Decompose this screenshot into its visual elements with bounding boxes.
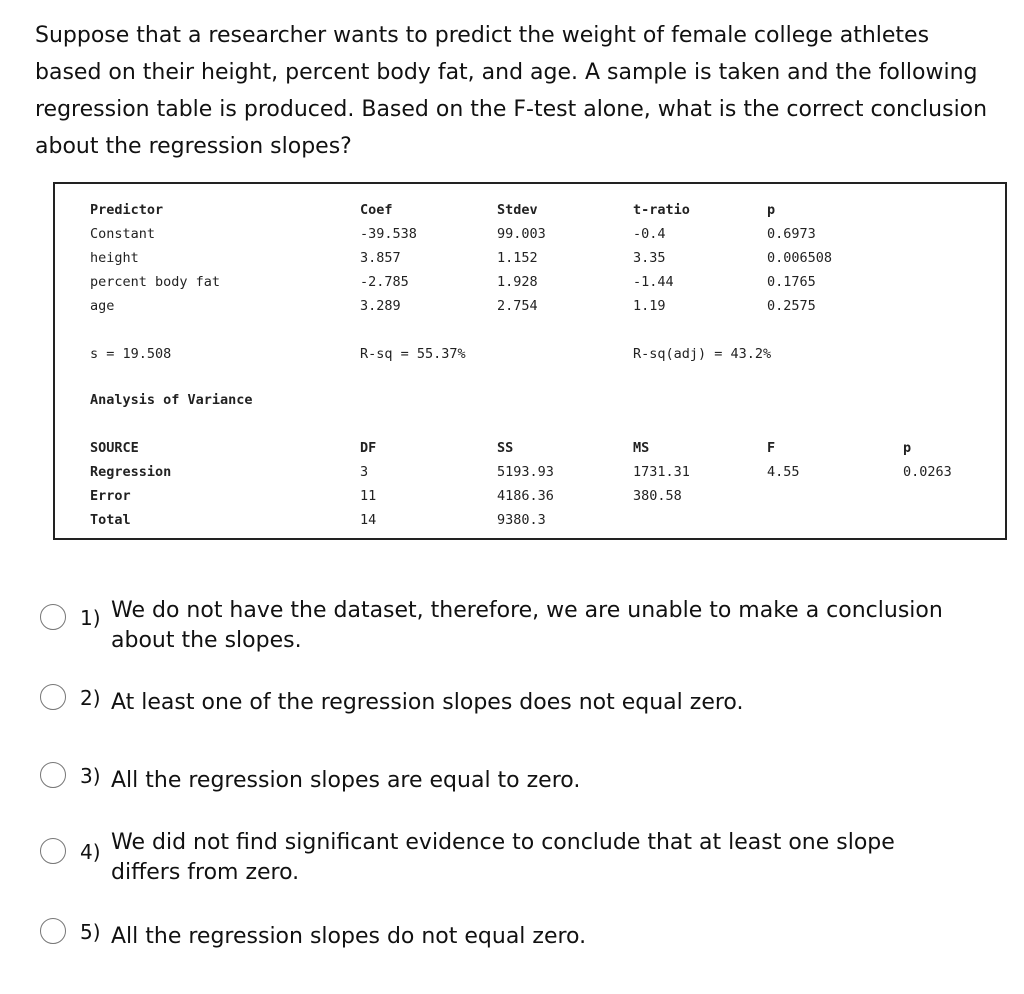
coef-cell: percent body fat	[90, 274, 221, 290]
anova-cell: 4.55	[767, 464, 800, 480]
stat-s: s = 19.508	[90, 346, 172, 362]
anova-header-f: F	[767, 440, 776, 456]
coef-header-tratio: t-ratio	[633, 202, 690, 218]
anova-header-ms: MS	[633, 440, 650, 456]
coef-cell: height	[90, 250, 139, 266]
coef-cell: 3.289	[360, 298, 401, 314]
radio-button[interactable]	[40, 684, 66, 710]
anova-header-df: DF	[360, 440, 377, 456]
question-text: Suppose that a researcher wants to predict the weight of female college athletes based on their height, percent body fat, and age. A sample is taken and the following regression table is produced. Based on the F-test alone, what is the correct conclusion about the regression slopes?	[35, 23, 988, 159]
option-number: 3)	[80, 764, 101, 788]
regression-output-table	[53, 182, 1007, 540]
coef-cell: -2.785	[360, 274, 409, 290]
anova-cell: Error	[90, 488, 131, 504]
radio-button[interactable]	[40, 762, 66, 788]
anova-cell: 380.58	[633, 488, 682, 504]
anova-cell: Regression	[90, 464, 172, 480]
anova-cell: 0.0263	[903, 464, 952, 480]
coef-header-p: p	[767, 202, 776, 218]
coef-header-stdev: Stdev	[497, 202, 538, 218]
anova-cell: 3	[360, 464, 369, 480]
anova-cell: 4186.36	[497, 488, 554, 504]
coef-header-coef: Coef	[360, 202, 393, 218]
stat-rsq: R-sq = 55.37%	[360, 346, 466, 362]
anova-cell: 11	[360, 488, 377, 504]
coef-cell: 99.003	[497, 226, 546, 242]
anova-cell: 9380.3	[497, 512, 546, 528]
option-text: All the regression slopes do not equal zero.	[111, 924, 587, 949]
option-number: 5)	[80, 920, 101, 944]
coef-cell: 3.857	[360, 250, 401, 266]
coef-cell: -1.44	[633, 274, 674, 290]
coef-cell: 3.35	[633, 250, 666, 266]
option-text: At least one of the regression slopes does not equal zero.	[111, 690, 744, 715]
anova-header-source: SOURCE	[90, 440, 139, 456]
coef-header-predictor: Predictor	[90, 202, 164, 218]
anova-header-ss: SS	[497, 440, 514, 456]
option-number: 1)	[80, 606, 101, 630]
coef-cell: age	[90, 298, 115, 314]
coef-cell: 1.928	[497, 274, 538, 290]
radio-button[interactable]	[40, 918, 66, 944]
coef-cell: -0.4	[633, 226, 666, 242]
radio-button[interactable]	[40, 838, 66, 864]
anova-header-p: p	[903, 440, 912, 456]
coef-cell: -39.538	[360, 226, 417, 242]
coef-cell: 0.2575	[767, 298, 816, 314]
radio-button[interactable]	[40, 604, 66, 630]
coef-cell: 0.1765	[767, 274, 816, 290]
coef-cell: 1.19	[633, 298, 666, 314]
option-number: 4)	[80, 840, 101, 864]
option-text: We did not find significant evidence to conclude that at least one slope differs from zero.	[111, 830, 895, 885]
stat-rsq-adj: R-sq(adj) = 43.2%	[633, 346, 772, 362]
option-number: 2)	[80, 686, 101, 710]
anova-title: Analysis of Variance	[90, 392, 253, 408]
coef-cell: 1.152	[497, 250, 538, 266]
coef-cell: 0.6973	[767, 226, 816, 242]
option-text: We do not have the dataset, therefore, we are unable to make a conclusion about the slopes.	[111, 598, 943, 653]
option-text: All the regression slopes are equal to zero.	[111, 768, 581, 793]
anova-cell: Total	[90, 512, 131, 528]
coef-cell: 0.006508	[767, 250, 833, 266]
anova-cell: 1731.31	[633, 464, 690, 480]
coef-cell: 2.754	[497, 298, 538, 314]
coef-cell: Constant	[90, 226, 156, 242]
anova-cell: 14	[360, 512, 377, 528]
anova-cell: 5193.93	[497, 464, 554, 480]
